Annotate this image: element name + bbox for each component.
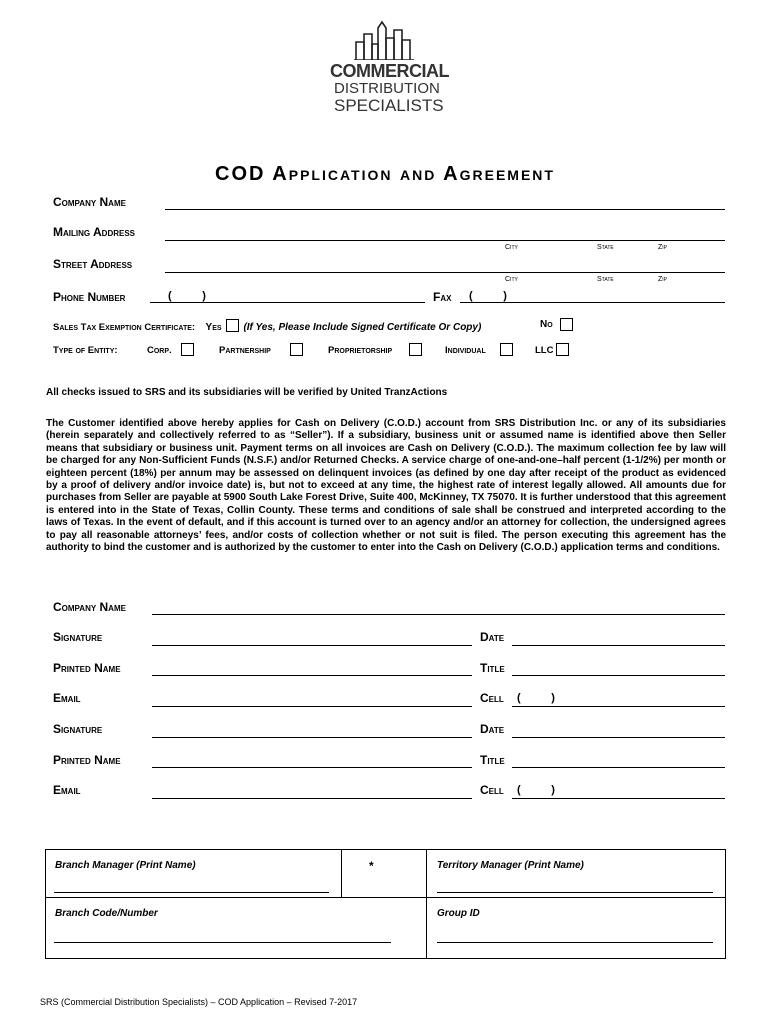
title-2-label: Title bbox=[480, 753, 505, 767]
page-footer: SRS (Commercial Distribution Specialists) – COD Application – Revised 7-2017 bbox=[40, 997, 358, 1007]
tax-exemption-label: Sales Tax Exemption Certificate: bbox=[53, 322, 196, 333]
sign-company-name-field[interactable] bbox=[152, 614, 725, 615]
street-address-field[interactable] bbox=[165, 272, 725, 273]
signature-2-field[interactable] bbox=[152, 737, 472, 738]
fax-area-code: ( ) bbox=[469, 290, 507, 302]
date-1-field[interactable] bbox=[512, 645, 725, 646]
printed-name-2-field[interactable] bbox=[152, 767, 472, 768]
branch-manager-field[interactable] bbox=[54, 892, 329, 893]
mailing-city-label: City bbox=[505, 244, 518, 251]
mailing-address-label: Mailing Address bbox=[53, 225, 135, 239]
printed-name-1-label: Printed Name bbox=[53, 661, 121, 675]
mailing-zip-label: Zip bbox=[658, 244, 667, 251]
cell-1-area-code: ( ) bbox=[517, 692, 555, 704]
email-1-label: Email bbox=[53, 691, 81, 705]
company-logo bbox=[330, 20, 449, 115]
phone-number-label: Phone Number bbox=[53, 290, 126, 304]
printed-name-1-field[interactable] bbox=[152, 675, 472, 676]
logo-line-3: SPECIALISTS bbox=[334, 96, 444, 115]
date-2-label: Date bbox=[480, 722, 505, 736]
page-title: COD Application and Agreement bbox=[215, 163, 555, 185]
sign-company-name-label: Company Name bbox=[53, 600, 126, 614]
date-2-field[interactable] bbox=[512, 737, 725, 738]
email-2-label: Email bbox=[53, 783, 81, 797]
group-id-field[interactable] bbox=[437, 942, 713, 943]
entity-individual-checkbox[interactable] bbox=[500, 343, 513, 356]
tax-exemption-row bbox=[53, 317, 481, 335]
street-city-label: City bbox=[505, 276, 518, 283]
tax-yes-checkbox[interactable] bbox=[226, 319, 239, 332]
territory-manager-label: Territory Manager (Print Name) bbox=[437, 860, 584, 871]
email-2-field[interactable] bbox=[152, 798, 472, 799]
entity-proprietorship-checkbox[interactable] bbox=[409, 343, 422, 356]
verification-note: All checks issued to SRS and its subsidiaries will be verified by United TranzActions bbox=[46, 387, 448, 398]
cell-2-label: Cell bbox=[480, 783, 504, 797]
phone-number-field[interactable] bbox=[150, 302, 425, 303]
cell-1-label: Cell bbox=[480, 691, 504, 705]
tax-no-checkbox[interactable] bbox=[560, 318, 573, 331]
city-skyline-icon bbox=[354, 20, 414, 60]
branch-box-divider-v2 bbox=[426, 850, 427, 897]
branch-code-field[interactable] bbox=[54, 942, 391, 943]
cell-2-field[interactable] bbox=[512, 798, 725, 799]
date-1-label: Date bbox=[480, 630, 505, 644]
entity-partnership-label: Partnership bbox=[219, 345, 271, 356]
signature-2-label: Signature bbox=[53, 722, 103, 736]
branch-info-box bbox=[45, 849, 726, 959]
logo-line-2: DISTRIBUTION bbox=[334, 80, 440, 97]
title-1-label: Title bbox=[480, 661, 505, 675]
asterisk-mark: * bbox=[369, 859, 374, 873]
branch-box-divider-v1 bbox=[341, 850, 342, 897]
email-1-field[interactable] bbox=[152, 706, 472, 707]
entity-type-label: Type of Entity: bbox=[53, 345, 118, 356]
tax-note: (If Yes, Please Include Signed Certificate Or Copy) bbox=[243, 322, 482, 333]
tax-no-label: No bbox=[540, 319, 553, 330]
agreement-text: The Customer identified above hereby applies for Cash on Delivery (C.O.D.) account from SRS Distribution Inc. or any of its subsidiaries (herein separately and collectively referred to as “Seller”). If a subsidiary, business unit or assumed name is identified above then Seller means that subsidiary or business unit. Payment terms on all invoices are Cash on Delivery (C.O.D.). The maximum collection fee by law will be charged for any Non-Sufficient Funds (N.S.F.) and/or Returned Checks. A service charge of one-and-one–half percent (1-1/2%) per month or eighteen percent (18%) per annum may be assessed on delinquent invoices (as defined by one day after receipt of the product as evidenced by a proof of delivery and/or invoice date) is, but not to exceed at any time, the highest rate of interest legally allowed. All amounts due for purchases from Seller are payable at 5900 South Lake Forest Drive, Suite 400, McKinney, TX 75070. It is further understood that this agreement is entered into in the State of Texas, Collin County. These terms and conditions of sale shall be construed and interpreted according to the laws of Texas. In the event of default, and if this account is turned over to an agency and/or an attorney for collection, the undersigned agrees to pay all reasonable attorneys’ fees, and/or costs of collection whether or not suit is filed. The person executing this agreement has the authority to bind the customer and is authorized by the customer to enter into the Cash on Delivery (C.O.D.) application terms and conditions. bbox=[46, 418, 726, 554]
branch-box-divider-v3 bbox=[426, 897, 427, 959]
street-address-label: Street Address bbox=[53, 257, 133, 271]
signature-1-label: Signature bbox=[53, 630, 103, 644]
tax-yes-label: Yes bbox=[205, 322, 222, 333]
entity-proprietorship-label: Proprietorship bbox=[328, 345, 393, 356]
branch-manager-label: Branch Manager (Print Name) bbox=[55, 860, 196, 871]
entity-corp-checkbox[interactable] bbox=[181, 343, 194, 356]
group-id-label: Group ID bbox=[437, 908, 480, 919]
cell-1-field[interactable] bbox=[512, 706, 725, 707]
entity-llc-checkbox[interactable] bbox=[556, 343, 569, 356]
mailing-state-label: State bbox=[597, 244, 614, 251]
title-2-field[interactable] bbox=[512, 767, 725, 768]
mailing-address-field[interactable] bbox=[165, 240, 725, 241]
fax-field[interactable] bbox=[460, 302, 725, 303]
territory-manager-field[interactable] bbox=[437, 892, 713, 893]
logo-line-1: COMMERCIAL bbox=[330, 61, 449, 81]
branch-code-label: Branch Code/Number bbox=[55, 908, 158, 919]
signature-1-field[interactable] bbox=[152, 645, 472, 646]
entity-corp-label: Corp. bbox=[147, 345, 172, 356]
entity-partnership-checkbox[interactable] bbox=[290, 343, 303, 356]
street-state-label: State bbox=[597, 276, 614, 283]
cell-2-area-code: ( ) bbox=[517, 784, 555, 796]
street-zip-label: Zip bbox=[658, 276, 667, 283]
company-name-field[interactable] bbox=[165, 209, 725, 210]
branch-box-divider-h bbox=[46, 897, 725, 898]
entity-individual-label: Individual bbox=[445, 345, 486, 356]
printed-name-2-label: Printed Name bbox=[53, 753, 121, 767]
company-name-label: Company Name bbox=[53, 195, 126, 209]
entity-llc-label: LLC bbox=[535, 345, 554, 356]
title-1-field[interactable] bbox=[512, 675, 725, 676]
phone-area-code: ( ) bbox=[168, 290, 206, 302]
fax-label: Fax bbox=[433, 290, 452, 304]
